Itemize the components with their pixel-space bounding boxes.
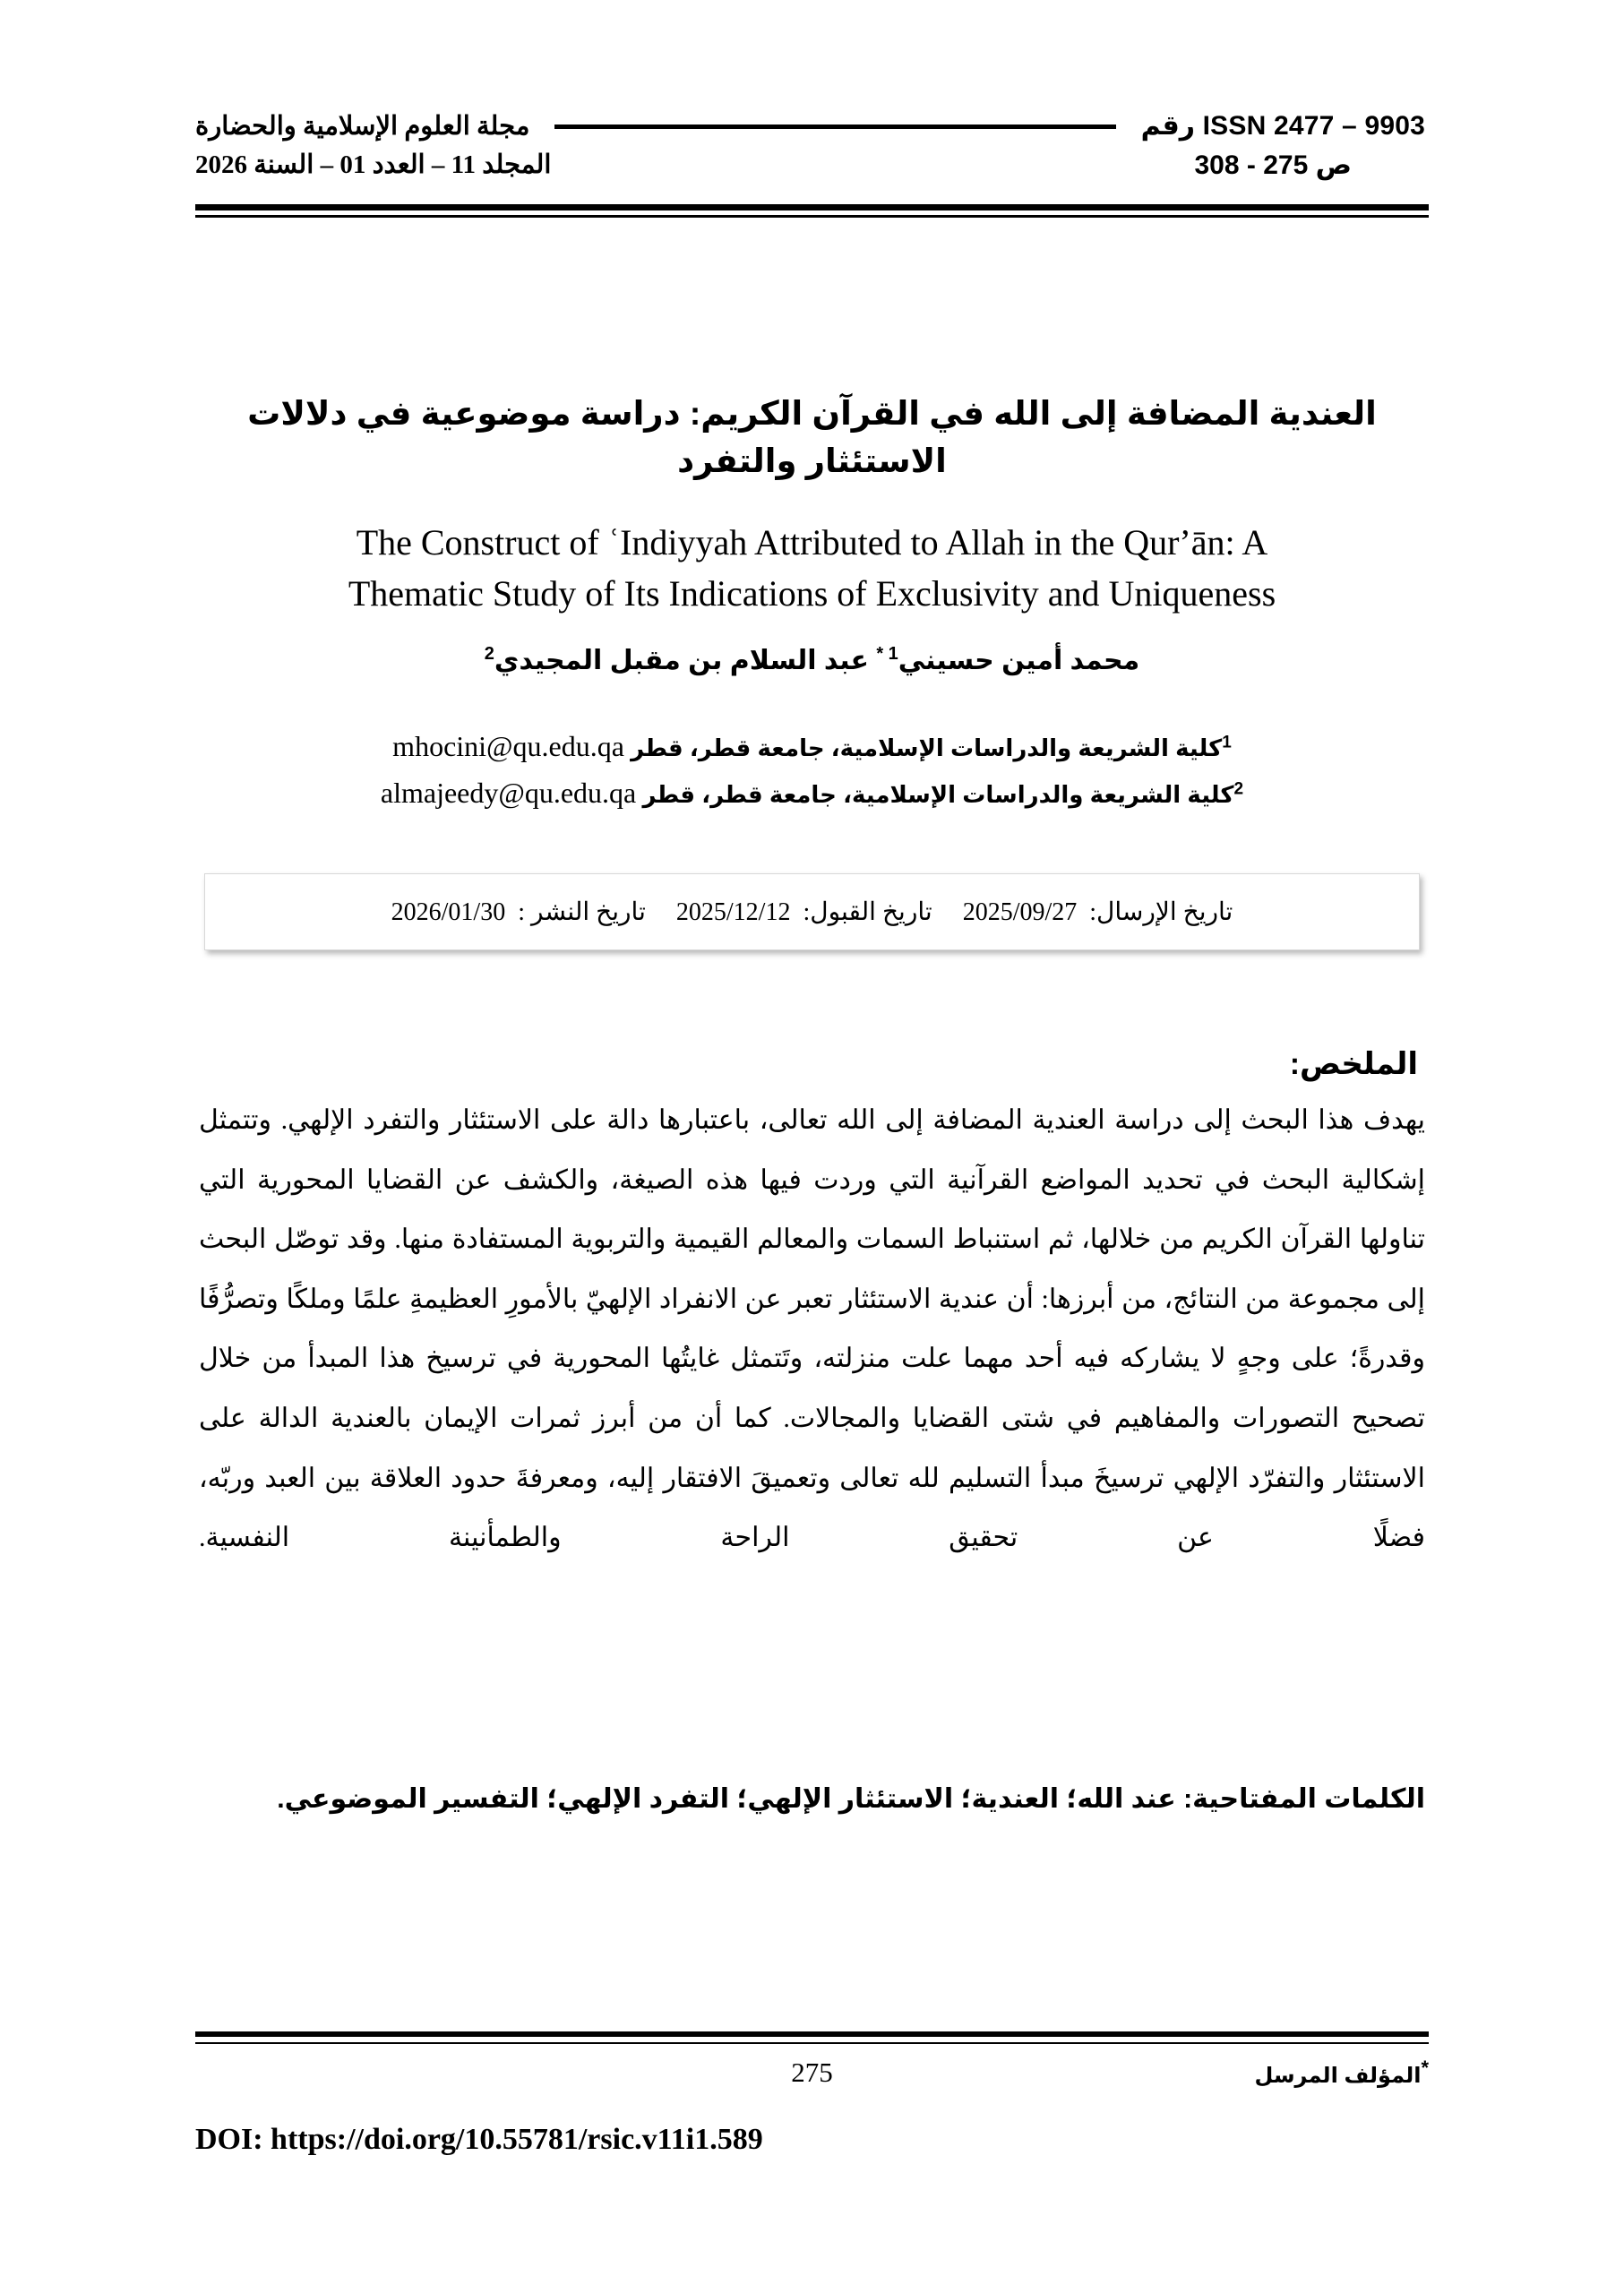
footer-rule-thick bbox=[195, 2031, 1429, 2037]
abstract-body bbox=[199, 1091, 1425, 1568]
affiliation-1-email[interactable]: mhocini@qu.edu.qa bbox=[392, 730, 624, 762]
publication-dates-text bbox=[391, 897, 1233, 927]
affiliation-2-text: كلية الشريعة والدراسات الإسلامية، جامعة قطر، قطر bbox=[642, 780, 1234, 808]
header-rule-thick bbox=[195, 204, 1429, 210]
corresponding-author-label: المؤلف المرسل bbox=[1254, 2064, 1422, 2088]
received-date-label: تاريخ الإرسال: bbox=[1089, 898, 1233, 926]
author-list bbox=[206, 641, 1418, 680]
publication-dates-box bbox=[204, 873, 1420, 950]
affiliation-1-marker: 1 bbox=[1222, 733, 1232, 752]
affiliation-line-2 bbox=[206, 770, 1418, 817]
abstract-paragraph: يهدف هذا البحث إلى دراسة العندية المضافة إلى الله تعالى، باعتبارها دالة على الاستئثار والتفرد الإلهي. وتتمثل إشكالية البحث في تحديد المواضع القرآنية التي وردت فيها هذه الصيغة، والكشف عن القضايا المحورية التي تناولها القرآن الكريم من خلالها، ثم استنباط السمات والمعالم القيمية والتربوية المستفادة منها. وقد توصّل البحث إلى مجموعة من النتائج، من أبرزها: أن عندية الاستئثار تعبر عن الانفراد الإلهيّ بالأمورِ العظيمةِ علمًا وملكًا وتصرُّفًا وقدرةً؛ على وجهٍ لا يشاركه فيه أحد مهما علت منزلته، وتَتمثل غايتُها المحورية في ترسيخ هذا المبدأ من خلال تصحيح التصورات والمفاهيم في شتى القضايا والمجالات. كما أن من أبرز ثمرات الإيمان بالعندية الدالة على الاستئثار والتفرّد الإلهي ترسيخَ مبدأ التسليم لله تعالى وتعميقَ الافتقار إليه، ومعرفةَ حدود العلاقة بين العبد وربّه، فضلًا عن تحقيق الراحة والطمأنينة النفسية. bbox=[199, 1105, 1425, 1553]
author-1-name: محمد أمين حسيني bbox=[898, 646, 1140, 675]
article-title-english bbox=[224, 518, 1400, 620]
doi-value[interactable]: : https://doi.org/10.55781/rsic.v11i1.589 bbox=[253, 2123, 763, 2156]
header-rule-thin bbox=[195, 215, 1429, 218]
footer-row bbox=[195, 2057, 1429, 2110]
keywords-label: الكلمات المفتاحية: bbox=[1183, 1784, 1425, 1814]
author-2-marker: 2 bbox=[484, 644, 494, 664]
volume-issue-year-text: المجلد 11 – العدد 01 – السنة 2026 bbox=[195, 150, 552, 179]
received-date-value: 2025/09/27 bbox=[962, 898, 1078, 926]
author-2-name: عبد السلام بن مقبل المجيدي bbox=[494, 646, 869, 675]
corresponding-author-star: * bbox=[1421, 2057, 1429, 2079]
footer-rule-thin bbox=[195, 2042, 1429, 2044]
issn-text: ISSN 2477 – 9903 رقم bbox=[1140, 111, 1425, 141]
journal-title-text: مجلة العلوم الإسلامية والحضارة bbox=[195, 112, 530, 141]
accepted-date-label: تاريخ القبول: bbox=[803, 898, 932, 926]
keywords-value: عند الله؛ العندية؛ الاستئثار الإلهي؛ التفرد الإلهي؛ التفسير الموضوعي. bbox=[277, 1784, 1176, 1814]
article-title-arabic: العندية المضافة إلى الله في القرآن الكريم: دراسة موضوعية في دلالات الاستئثار والتفرد bbox=[247, 394, 1377, 480]
affiliation-2-email[interactable]: almajeedy@qu.edu.qa bbox=[380, 776, 637, 809]
masthead-row-issn bbox=[195, 86, 1429, 143]
doi-line[interactable] bbox=[195, 2123, 763, 2157]
affiliation-2-marker: 2 bbox=[1233, 779, 1244, 799]
masthead-divider-line bbox=[554, 125, 1115, 129]
affiliation-block bbox=[206, 724, 1418, 817]
author-1-marker: 1 * bbox=[876, 644, 898, 664]
published-date-label: تاريخ النشر : bbox=[518, 898, 646, 926]
abstract-heading: الملخص: bbox=[1289, 1047, 1418, 1082]
article-title-english-line-2: Thematic Study of Its Indications of Exclusivity and Uniqueness bbox=[348, 572, 1276, 614]
published-date-value: 2026/01/30 bbox=[391, 898, 506, 926]
affiliation-line-1 bbox=[206, 724, 1418, 770]
keywords-line bbox=[199, 1778, 1425, 1821]
journal-masthead bbox=[195, 86, 1429, 201]
page-number: 275 bbox=[791, 2057, 833, 2088]
page-range-text: ص 275 - 308 bbox=[1194, 150, 1352, 180]
affiliation-1-text: كلية الشريعة والدراسات الإسلامية، جامعة قطر، قطر bbox=[631, 734, 1223, 761]
article-title-english-line-1: The Construct of ʿIndiyyah Attributed to Allah in the Qurʼān: A bbox=[356, 522, 1268, 563]
masthead-row-volume bbox=[195, 143, 1429, 201]
accepted-date-value: 2025/12/12 bbox=[675, 898, 791, 926]
doi-label: DOI bbox=[195, 2123, 253, 2156]
